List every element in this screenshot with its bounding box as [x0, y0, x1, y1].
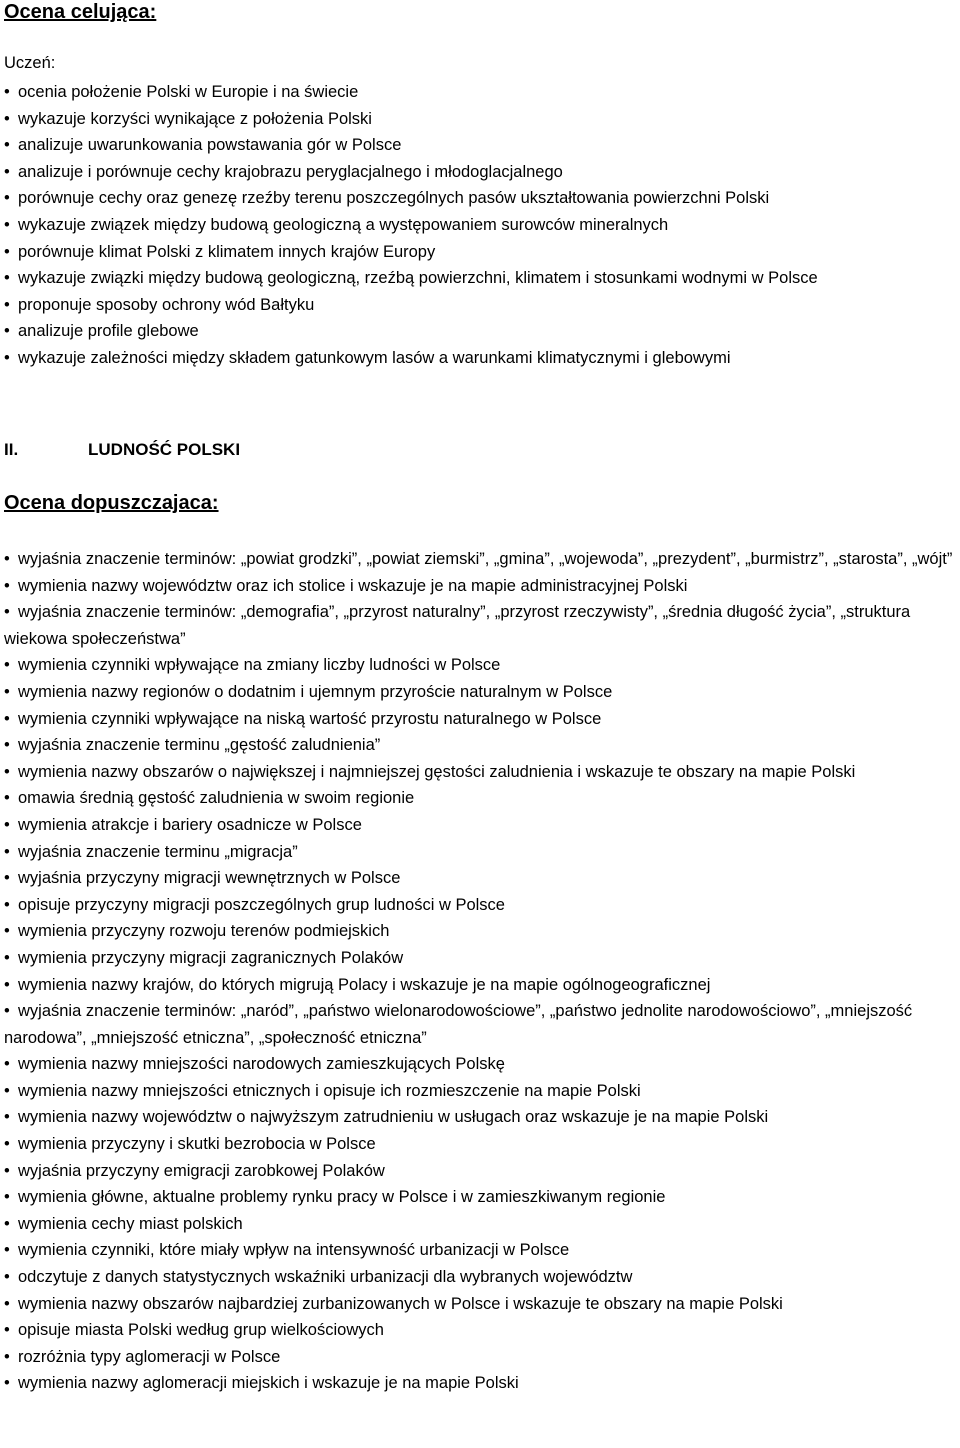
heading-ocena-celujaca: Ocena celująca:	[4, 1, 157, 23]
list-item: • analizuje profile glebowe	[4, 318, 958, 345]
list-item: • rozróżnia typy aglomeracji w Polsce	[4, 1344, 958, 1371]
list-item: • wymienia nazwy mniejszości narodowych zamieszkujących Polskę	[4, 1051, 958, 1078]
list-item: • wyjaśnia przyczyny emigracji zarobkowej Polaków	[4, 1158, 958, 1185]
list-item: • wymienia czynniki wpływające na niską wartość przyrostu naturalnego w Polsce	[4, 706, 958, 733]
list-item: • analizuje i porównuje cechy krajobrazu peryglacjalnego i młodoglacjalnego	[4, 159, 958, 186]
list-item: • wymienia cechy miast polskich	[4, 1211, 958, 1238]
uczen-label: Uczeń:	[4, 54, 56, 72]
list-item: • wymienia nazwy aglomeracji miejskich i wskazuje je na mapie Polski	[4, 1370, 958, 1397]
list-item: • wyjaśnia znaczenie terminów: „naród”, „państwo wielonarodowościowe”, „państwo jednolite narodowościowo”, „mniejszość narodowa”, „mniejszość etniczna”, „społeczność etniczna”	[4, 998, 958, 1051]
list-item: • opisuje miasta Polski według grup wielkościowych	[4, 1317, 958, 1344]
section-number: II.	[4, 440, 19, 459]
list-item: • wymienia czynniki, które miały wpływ na intensywność urbanizacji w Polsce	[4, 1237, 958, 1264]
criteria-list-dopuszczajaca	[4, 546, 958, 1397]
list-item: • opisuje przyczyny migracji poszczególnych grup ludności w Polsce	[4, 892, 958, 919]
list-item: • wymienia przyczyny migracji zagranicznych Polaków	[4, 945, 958, 972]
list-item: • wyjaśnia znaczenie terminu „migracja”	[4, 839, 958, 866]
criteria-list-celujaca	[4, 79, 958, 372]
list-item: • analizuje uwarunkowania powstawania gór w Polsce	[4, 132, 958, 159]
list-item: • ocenia położenie Polski w Europie i na świecie	[4, 79, 958, 106]
list-item: • wymienia nazwy województw o najwyższym zatrudnieniu w usługach oraz wskazuje je na mapie Polski	[4, 1104, 958, 1131]
list-item: • wymienia nazwy krajów, do których migrują Polacy i wskazuje je na mapie ogólnogeograficznej	[4, 972, 958, 999]
section-name: LUDNOŚĆ POLSKI	[88, 440, 241, 459]
list-item: • wyjaśnia przyczyny migracji wewnętrznych w Polsce	[4, 865, 958, 892]
list-item: • wymienia atrakcje i bariery osadnicze w Polsce	[4, 812, 958, 839]
list-item: • omawia średnią gęstość zaludnienia w swoim regionie	[4, 785, 958, 812]
list-item: • proponuje sposoby ochrony wód Bałtyku	[4, 292, 958, 319]
list-item: • wymienia czynniki wpływające na zmiany liczby ludności w Polsce	[4, 652, 958, 679]
list-item: • wymienia przyczyny i skutki bezrobocia w Polsce	[4, 1131, 958, 1158]
list-item: • wymienia nazwy obszarów najbardziej zurbanizowanych w Polsce i wskazuje te obszary na mapie Polski	[4, 1291, 958, 1318]
heading-ocena-dopuszczajaca: Ocena dopuszczajaca:	[4, 492, 219, 514]
list-item: • wyjaśnia znaczenie terminu „gęstość zaludnienia”	[4, 732, 958, 759]
list-item: • wykazuje związek między budową geologiczną a występowaniem surowców mineralnych	[4, 212, 958, 239]
list-item: • wykazuje zależności między składem gatunkowym lasów a warunkami klimatycznymi i glebowymi	[4, 345, 958, 372]
list-item: • wykazuje związki między budową geologiczną, rzeźbą powierzchni, klimatem i stosunkami wodnymi w Polsce	[4, 265, 958, 292]
list-item: • wyjaśnia znaczenie terminów: „powiat grodzki”, „powiat ziemski”, „gmina”, „wojewoda”, „prezydent”, „burmistrz”, „starosta”, „wójt”	[4, 546, 958, 573]
section-title	[4, 440, 240, 460]
list-item: • wymienia nazwy województw oraz ich stolice i wskazuje je na mapie administracyjnej Polski	[4, 573, 958, 600]
list-item: • wymienia główne, aktualne problemy rynku pracy w Polsce i w zamieszkiwanym regionie	[4, 1184, 958, 1211]
list-item: • wymienia nazwy regionów o dodatnim i ujemnym przyroście naturalnym w Polsce	[4, 679, 958, 706]
list-item: • wymienia nazwy mniejszości etnicznych i opisuje ich rozmieszczenie na mapie Polski	[4, 1078, 958, 1105]
list-item: • wykazuje korzyści wynikające z położenia Polski	[4, 106, 958, 133]
list-item: • wymienia przyczyny rozwoju terenów podmiejskich	[4, 918, 958, 945]
list-item: • odczytuje z danych statystycznych wskaźniki urbanizacji dla wybranych województw	[4, 1264, 958, 1291]
list-item: • wyjaśnia znaczenie terminów: „demografia”, „przyrost naturalny”, „przyrost rzeczywisty”, „średnia długość życia”, „struktura wiekowa społeczeństwa”	[4, 599, 958, 652]
list-item: • wymienia nazwy obszarów o największej i najmniejszej gęstości zaludnienia i wskazuje te obszary na mapie Polski	[4, 759, 958, 786]
list-item: • porównuje cechy oraz genezę rzeźby terenu poszczególnych pasów ukształtowania powierzchni Polski	[4, 185, 958, 212]
list-item: • porównuje klimat Polski z klimatem innych krajów Europy	[4, 239, 958, 266]
